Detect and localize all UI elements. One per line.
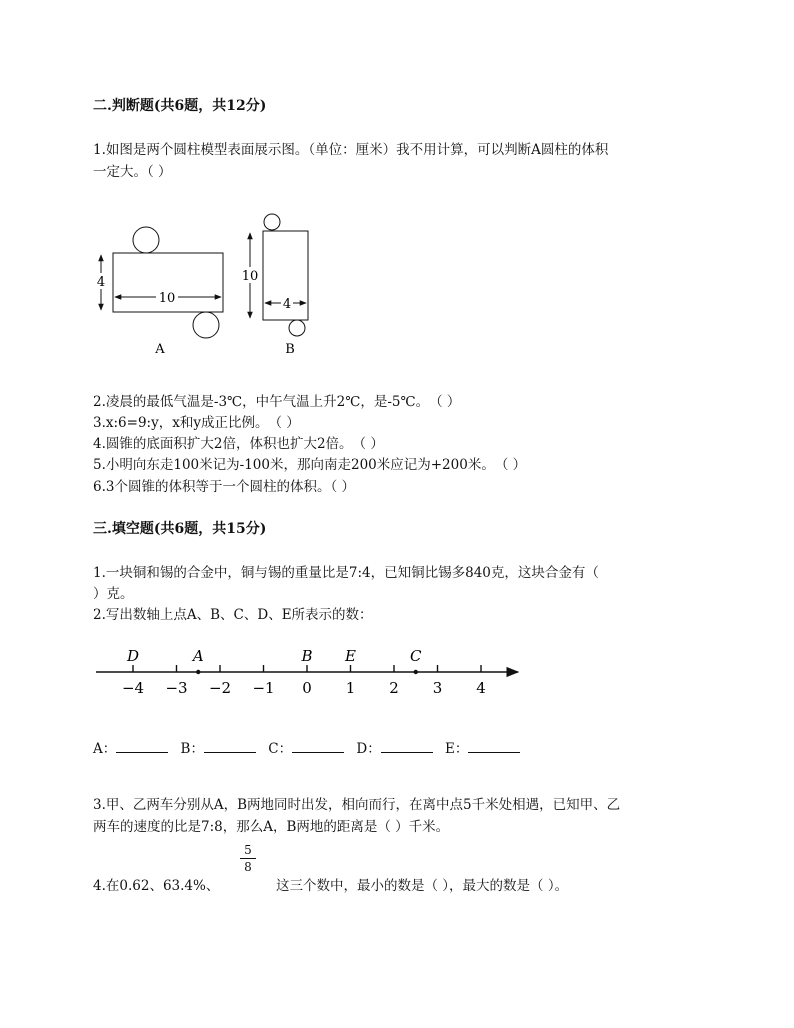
tick-label: 2 <box>389 679 399 697</box>
number-line <box>90 640 530 700</box>
s3-q4-prefix: 4.在0.62、63.4%、 <box>93 878 220 894</box>
figure-b-bottom-circle <box>289 320 305 336</box>
s3-q2: 2.写出数轴上点A、B、C、D、E所表示的数： <box>93 607 373 623</box>
fraction-denominator: 8 <box>244 860 252 874</box>
s3-q1-line1: 1.一块铜和锡的合金中，铜与锡的重量比是7:4，已知铜比锡多840克，这块合金有（ <box>93 565 599 581</box>
answer-b-label: B： <box>180 741 204 757</box>
answer-row <box>93 737 528 757</box>
fraction-five-eighths <box>240 843 256 874</box>
point-e-label: E <box>345 647 356 665</box>
s3-q4-suffix: 这三个数中，最小的数是（ ），最大的数是（ ）。 <box>276 878 569 894</box>
figure-a-label: A <box>155 342 165 357</box>
point-d-label: D <box>126 647 140 665</box>
answer-e-blank[interactable] <box>468 740 520 753</box>
tick-label: −2 <box>208 679 232 697</box>
figure-b-top-circle <box>264 214 280 230</box>
s3-q1-line2: ）克。 <box>93 586 134 602</box>
s2-q2: 2.凌晨的最低气温是-3℃，中午气温上升2℃，是-5℃。 （ ） <box>93 394 461 410</box>
tick-label: 4 <box>476 679 486 697</box>
s2-q6: 6.3个圆锥的体积等于一个圆柱的体积。（ ） <box>93 479 356 495</box>
tick-label: −3 <box>165 679 188 697</box>
point-c-label: C <box>410 647 422 665</box>
tick-label: −1 <box>252 679 275 697</box>
s2-q3: 3.x:6=9:y，x和y成正比例。 （ ） <box>93 415 300 431</box>
tick-label: 0 <box>302 679 312 697</box>
s2-q1-line2: 一定大。（ ） <box>93 164 172 180</box>
answer-d-blank[interactable] <box>381 740 433 753</box>
figure-a-width-label: 10 <box>158 291 176 306</box>
cylinder-figures <box>90 210 330 360</box>
answer-e-label: E： <box>445 741 469 757</box>
s2-q1-line1: 1.如图是两个圆柱模型表面展示图。（单位：厘米）我不用计算，可以判断A圆柱的体积 <box>93 142 609 158</box>
figure-a-bottom-circle <box>193 312 219 338</box>
s2-q5: 5.小明向东走100米记为-100米，那向南走200米应记为+200米。 （ ） <box>93 457 527 473</box>
section3-heading: 三.填空题(共6题，共15分) <box>93 521 267 537</box>
point-b-label: B <box>301 647 313 665</box>
s3-q3-line2: 两车的速度的比是7:8，那么A，B两地的距离是（ ）千米。 <box>93 819 450 835</box>
point-a-label: A <box>192 647 204 665</box>
s3-q3-line1: 3.甲、乙两车分别从A，B两地同时出发，相向而行，在离中点5千米处相遇，已知甲、乙 <box>93 797 621 813</box>
figure-b-width-label: 4 <box>282 297 292 312</box>
answer-a-label: A： <box>93 741 117 757</box>
tick-label: −4 <box>121 679 145 697</box>
fraction-bar <box>240 858 256 859</box>
point-c-dot <box>414 670 418 674</box>
figure-b-height-label: 10 <box>241 269 259 284</box>
answer-a-blank[interactable] <box>116 740 168 753</box>
s2-q4: 4.圆锥的底面积扩大2倍，体积也扩大2倍。 （ ） <box>93 436 384 452</box>
tick-label: 3 <box>432 679 443 697</box>
answer-c-label: C： <box>268 741 293 757</box>
section2-heading: 二.判断题(共6题，共12分) <box>93 98 267 114</box>
figure-b-label: B <box>285 342 295 357</box>
tick-label: 1 <box>345 679 356 697</box>
answer-b-blank[interactable] <box>204 740 256 753</box>
figure-a-height-label: 4 <box>96 275 106 290</box>
figure-b <box>239 214 308 357</box>
figure-a <box>94 227 223 357</box>
answer-c-blank[interactable] <box>292 740 344 753</box>
figure-a-top-circle <box>133 227 159 253</box>
fraction-numerator: 5 <box>244 843 252 857</box>
point-a-dot <box>196 670 200 674</box>
answer-d-label: D： <box>356 741 381 757</box>
